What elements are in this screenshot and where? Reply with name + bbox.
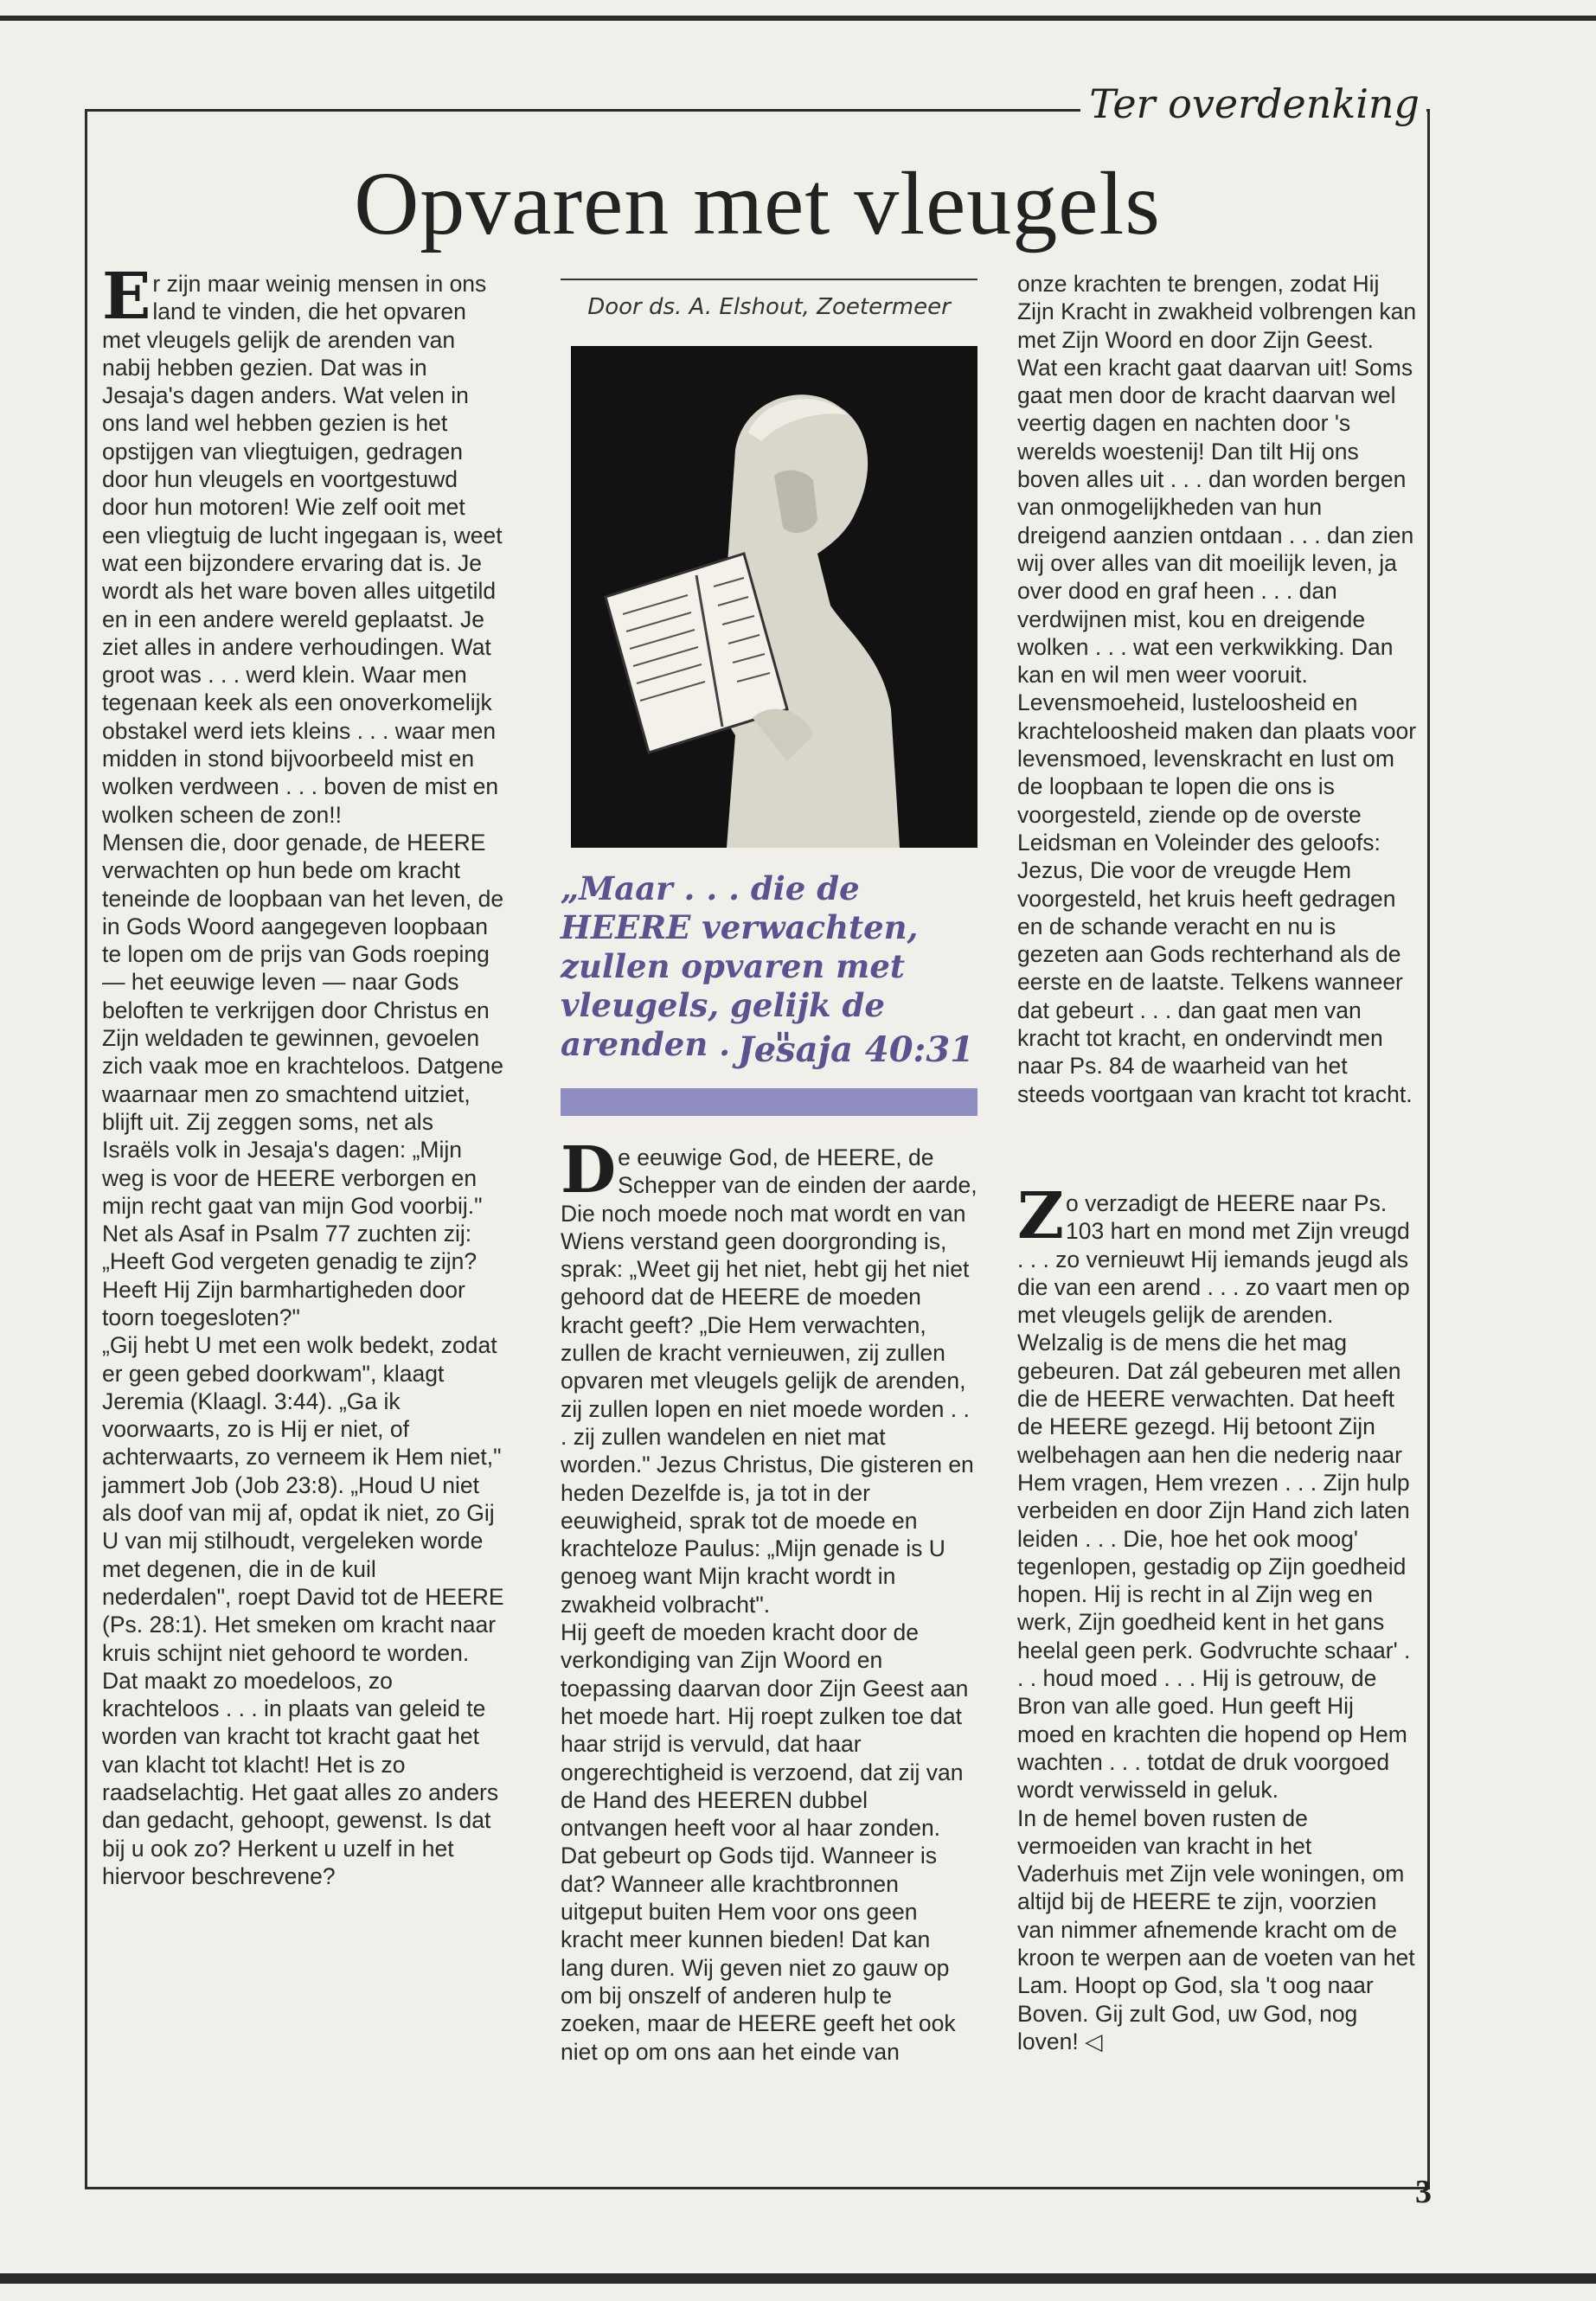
column-1 — [102, 260, 507, 1890]
column-2 — [561, 1133, 977, 2066]
dropcap-z: Z — [1017, 1179, 1065, 1253]
article-title: Opvaren met vleugels — [354, 154, 1161, 253]
col1-paragraph-1: r zijn maar weinig mensen in ons land te vinden, die het opvaren met vleugels gelijk de arenden van nabij hebben gezien. Dat was in Jesaja's dagen anders. Wat velen in ons land wel hebben gezien is het opstijgen van vliegtuigen, gedragen door hun vleugels en voortgestuwd door hun motoren! Wie zelf ooit met een vliegtuig de lucht ingegaan is, weet wat een bijzondere ervaring dat is. Je wordt als het ware boven alles uitgetild en in een andere wereld geplaatst. Je ziet alles in andere verhoudingen. Wat groot was . . . werd klein. Waar men tegenaan keek als een onoverkomelijk obstakel werd iets kleins . . . waar men midden in stond bijvoorbeeld mist en wolken verdween . . . boven de mist en wolken scheen de zon!! — [102, 271, 503, 828]
dropcap-e: E — [102, 260, 151, 334]
page-number: 3 — [1415, 2174, 1432, 2210]
col1-paragraph-2: Mensen die, door genade, de HEERE verwachten op hun bede om kracht teneinde de loopbaan van het leven, de in Gods Woord aangegeven loopbaan te lopen om de prijs van Gods roeping — het eeuwige leven — naar Gods beloften te verkrijgen door Christus en Zijn weldaden te gewinnen, gevoelen zich vaak moe en krachteloos. Datgene waarnaar men zo smachtend uitziet, blijft uit. Zij zeggen soms, net als Israëls volk in Jesaja's dagen: „Mijn weg is voor de HEERE verborgen en mijn recht gaat van mijn God voorbij." Net als Asaf in Psalm 77 zuchten zij: „Heeft God vergeten genadig te zijn? Heeft Hij Zijn barmhartigheden door toorn toegesloten?" — [102, 829, 504, 1330]
col3-paragraph-2: o verzadigt de HEERE naar Ps. 103 hart en mond met Zijn vreugd . . . zo vernieuwt Hij iemands jeugd als die van een arend . . . zo vaart men op met vleugels gelijk de arenden. Welzalig is de mens die het mag gebeuren. Dat zál gebeuren met allen die de HEERE verwachten. Dat heeft de HEERE gezegd. Hij betoont Zijn welbehagen aan hen die nederig naar Hem vragen, Hem vrezen . . . Zijn hulp verbeiden en door Zijn Hand zich laten leiden . . . Die, hoe het ook moog' tegenlopen, gestadig op Zijn goedheid hopen. Hij is recht in al Zijn weg en werk, Zijn goedheid kent in het gans heelal geen perk. Godvruchte schaar' . . . houd moed . . . Hij is getrouw, de Bron van alle goed. Hun geeft Hij moed en krachten die hopend op Hem wachten . . . totdat de druk voorgoed wordt verwisseld in geluk. — [1017, 1190, 1411, 1804]
col3-paragraph-3: In de hemel boven rusten de vermoeiden van kracht in het Vaderhuis met Zijn vele woningen, om altijd bij de HEERE te zijn, voorzien van nimmer afnemende kracht om de kroon te werpen aan de voeten van het Lam. Hoopt op God, sla 't oog naar Boven. Gij zult God, uw God, nog loven! ◁ — [1017, 1804, 1415, 2054]
col2-paragraph-1: e eeuwige God, de HEERE, de Schepper van de einden der aarde, Die noch moede noch mat wordt en van Wiens verstand geen doorgronding is, sprak: „Weet gij het niet, hebt gij het niet gehoord dat de HEERE de moeden kracht geeft? „Die Hem verwachten, zullen de kracht vernieuwen, zij zullen opvaren met vleugels gelijk de arenden, zij zullen lopen en niet moede worden . . . zij zullen wandelen en niet mat worden." Jezus Christus, Die gisteren en heden Dezelfde is, ja tot in der eeuwigheid, sprak tot de moede en krachteloze Paulus: „Mijn genade is U genoeg want Mijn kracht wordt in zwakheid volbracht". — [561, 1144, 977, 1618]
bottom-rule — [0, 2273, 1596, 2284]
pull-quote-reference: Jesaja 40:31 — [737, 1029, 974, 1070]
byline-block — [561, 279, 977, 322]
column-3 — [1017, 270, 1417, 1108]
section-label: Ter overdenking — [1080, 80, 1426, 128]
col1-paragraph-3: „Gij hebt U met een wolk bedekt, zodat er geen gebed doorkwam", klaagt Jeremia (Klaagl. 3:44). „Ga ik voorwaarts, zo is Hij er niet, of achterwaarts, zo verneem ik Hem niet," jammert Job (Job 23:8). „Houd U niet als doof van mij af, opdat ik niet, zo Gij U van mij stilhoudt, vergeleken worde met degenen, die in de kuil nederdalen", roept David tot de HEERE (Ps. 28:1). Het smeken om kracht naar kruis schijnt niet gehoord te worden. Dat maakt zo moedeloos, zo krachteloos . . . in plaats van geleid te worden van kracht tot kracht gaat het van klacht tot klacht! Het is zo raadselachtig. Het gaat alles zo anders dan gedacht, gehoopt, gewenst. Is dat bij u ook zo? Herkent u uzelf in het hiervoor beschrevene? — [102, 1332, 504, 1889]
dropcap-d: D — [561, 1133, 617, 1208]
accent-bar — [561, 1088, 977, 1116]
column-3-continued — [1017, 1179, 1417, 2055]
top-rule — [0, 16, 1596, 21]
col2-paragraph-2: Hij geeft de moeden kracht door de verkondiging van Zijn Woord en toepassing daarvan door Zijn Geest aan het moede hart. Hij roept zulken toe dat haar strijd is vervuld, dat haar ongerechtigheid is verzoend, dat zij van de Hand des HEEREN dubbel ontvangen heeft voor al haar zonden. Dat gebeurt op Gods tijd. Wanneer is dat? Wanneer alle krachtbronnen uitgeput buiten Hem voor ons geen kracht meer kunnen bieden! Dat kan lang duren. Wij geven niet zo gauw op om bij onszelf of anderen hulp te zoeken, maar de HEERE geeft het ook niet op om ons aan het einde van — [561, 1619, 969, 2065]
pull-quote: „Maar . . . die de HEERE verwachten, zullen opvaren met vleugels, gelijk de arenden . . ." — [561, 869, 919, 1063]
col3-paragraph-1: onze krachten te brengen, zodat Hij Zijn Kracht in zwakheid volbrengen kan met Zijn Woord en door Zijn Geest. Wat een kracht gaat daarvan uit! Soms gaat men door de kracht daarvan wel veertig dagen en nachten door 's werelds woestenij! Dan tilt Hij ons boven alles uit . . . dan worden bergen van onmogelijkheden van hun dreigend aanzien ontdaan . . . dan zien wij over alles van dit moeilijk leven, ja over dood en graf heen . . . dan verdwijnen mist, kou en dreigende wolken . . . wat een verkwikking. Dan kan en wil men weer vooruit. Levensmoeheid, lusteloosheid en krachteloosheid maken dan plaats voor levensmoed, levenskracht en lust om de loopbaan te lopen die ons is voorgesteld, ziende op de overste Leidsman en Voleinder des geloofs: Jezus, Die voor de vreugde Hem voorgesteld, het kruis heeft gedragen en de schande veracht en nu is gezeten aan Gods rechterhand als de eerste en de laatste. Telkens wanneer dat gebeurt . . . dan gaat men van kracht tot kracht, en ondervindt men naar Ps. 84 de waarheid van het steeds voortgaan van kracht tot kracht. — [1017, 271, 1417, 1107]
byline: Door ds. A. Elshout, Zoetermeer — [561, 279, 977, 322]
woman-reading-illustration — [571, 346, 977, 848]
